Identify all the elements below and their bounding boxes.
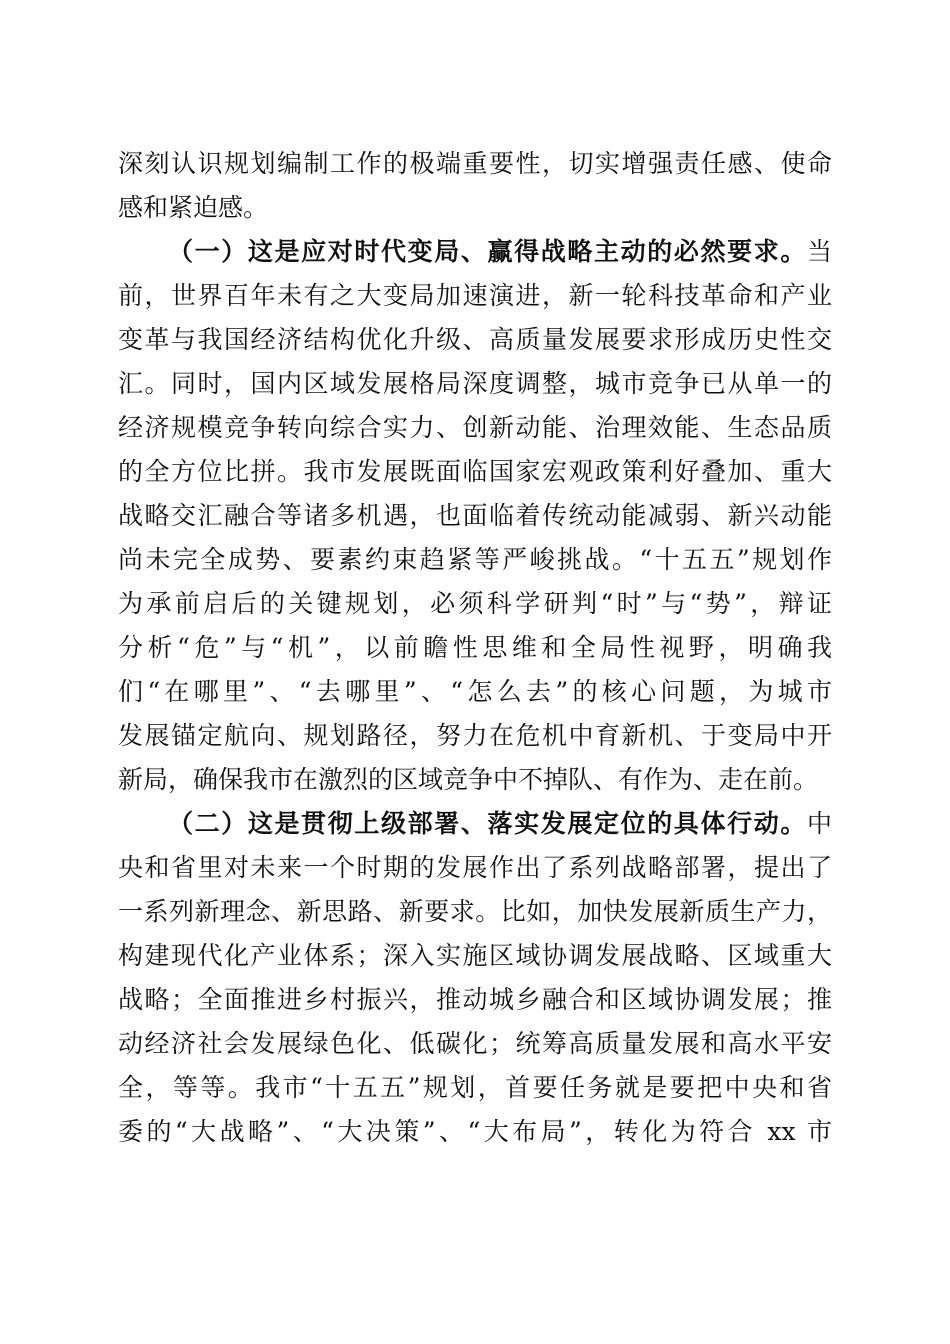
- section-1-heading: （一）这是应对时代变局、赢得战略主动的必然要求。: [168, 237, 807, 266]
- section-1-line: 前，世界百年未有之大变局加速演进，新一轮科技革命和产业: [118, 281, 832, 310]
- section-1-line: 的全方位比拼。我市发展既面临国家宏观政策利好叠加、重大: [118, 457, 832, 486]
- section-2-line: 动经济社会发展绿色化、低碳化；统筹高质量发展和高水平安: [118, 1029, 832, 1058]
- section-2-line: 战略；全面推进乡村振兴，推动城乡融合和区域协调发展；推: [118, 985, 832, 1014]
- section-1-line: 们“在哪里”、“去哪里”、“怎么去”的核心问题，为城市: [118, 677, 832, 706]
- section-1-first-line: [118, 230, 832, 274]
- intro-line-2: 感和紧迫感。: [118, 193, 269, 222]
- section-2-line: 一系列新理念、新思路、新要求。比如，加快发展新质生产力，: [118, 897, 832, 926]
- intro-line-1: 深刻认识规划编制工作的极端重要性，切实增强责任感、使命: [118, 149, 832, 178]
- section-2-line: 构建现代化产业体系；深入实施区域协调发展战略、区域重大: [118, 941, 832, 970]
- section-1-first-line-rest: 当: [806, 237, 832, 266]
- section-1-line: 变革与我国经济结构优化升级、高质量发展要求形成历史性交: [118, 325, 832, 354]
- intro-paragraph: [118, 142, 832, 230]
- section-1-line: 新局，确保我市在激烈的区域竞争中不掉队、有作为、走在前。: [118, 765, 819, 794]
- section-2-paragraph: [118, 802, 832, 1154]
- section-2-line: 全，等等。我市“十五五”规划，首要任务就是要把中央和省: [118, 1073, 832, 1102]
- section-1-paragraph: [118, 230, 832, 802]
- section-1-line: 尚未完全成势、要素约束趋紧等严峻挑战。“十五五”规划作: [118, 545, 832, 574]
- section-1-line: 经济规模竞争转向综合实力、创新动能、治理效能、生态品质: [118, 413, 832, 442]
- section-1-line: 汇。同时，国内区域发展格局深度调整，城市竞争已从单一的: [118, 369, 832, 398]
- section-2-first-line-rest: 中: [806, 809, 832, 838]
- section-2-first-line: [118, 802, 832, 846]
- section-2-line: 央和省里对未来一个时期的发展作出了系列战略部署，提出了: [118, 853, 832, 882]
- section-1-line: 战略交汇融合等诸多机遇，也面临着传统动能减弱、新兴动能: [118, 501, 832, 530]
- section-2-heading: （二）这是贯彻上级部署、落实发展定位的具体行动。: [168, 809, 807, 838]
- section-2-line: 委的“大战略”、“大决策”、“大布局”，转化为符合 xx 市: [118, 1117, 832, 1146]
- section-1-line: 发展锚定航向、规划路径，努力在危机中育新机、于变局中开: [118, 721, 832, 750]
- section-1-line: 分析“危”与“机”，以前瞻性思维和全局性视野，明确我: [118, 633, 832, 662]
- document-body: [118, 142, 832, 1154]
- section-1-line: 为承前启后的关键规划，必须科学研判“时”与“势”，辩证: [118, 589, 832, 618]
